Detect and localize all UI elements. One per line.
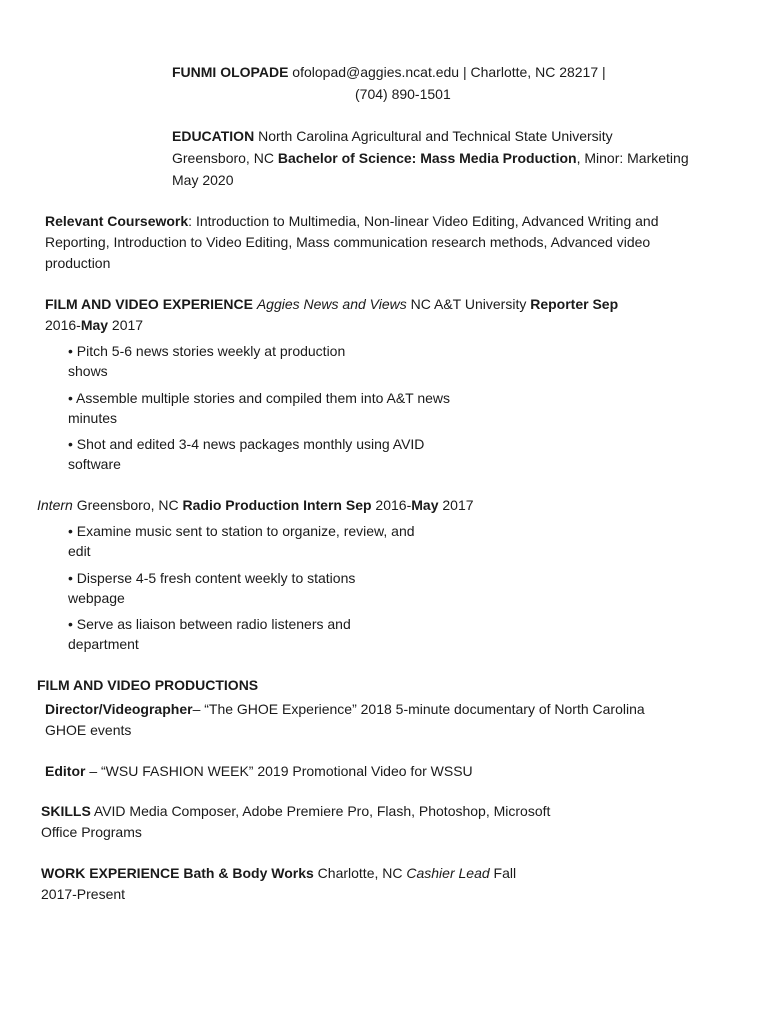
work-heading: WORK EXPERIENCE <box>41 865 180 881</box>
date-year: 2017 <box>108 317 144 333</box>
work-role: Cashier Lead <box>406 865 490 881</box>
work-date-range: 2017-Present <box>41 886 126 902</box>
intern-line <box>37 495 474 515</box>
experience-bullet-2: • Assemble multiple stories and compiled them into A&T news <box>68 390 451 406</box>
experience-bullet-3-cont: software <box>68 456 121 472</box>
education-line <box>172 126 613 146</box>
intern-title: Intern <box>37 497 73 513</box>
date-start: 2016- <box>45 317 81 333</box>
intern-bullet-3-cont: department <box>68 636 139 652</box>
degree: Bachelor of Science: Mass Media Production <box>277 150 577 166</box>
coursework-text-1: : Introduction to Multimedia, Non-linear Video Editing, Advanced Writing and <box>188 213 659 229</box>
graduation-date: May 2020 <box>172 172 234 188</box>
skills-line <box>41 801 550 821</box>
production-2-role: Editor <box>45 763 86 779</box>
intern-bullet-3: • Serve as liaison between radio listeners and <box>68 616 351 632</box>
production-1-cont: GHOE events <box>45 722 132 738</box>
intern-date-month: May <box>411 497 439 513</box>
experience-role: Reporter Sep <box>530 296 619 312</box>
experience-bullet-1: • Pitch 5-6 news stories weekly at production <box>68 343 346 359</box>
production-2-text: – “WSU FASHION WEEK” 2019 Promotional Video for WSSU <box>85 763 473 779</box>
work-employer: Bath & Body Works <box>179 865 314 881</box>
work-line <box>41 863 516 883</box>
coursework-line-2: Reporting, Introduction to Video Editing, Mass communication research methods, Advanced video <box>45 234 651 250</box>
work-date: Fall <box>489 865 517 881</box>
contact-line <box>172 62 606 82</box>
production-2 <box>45 761 473 781</box>
intern-bullet-2: • Disperse 4-5 fresh content weekly to stations <box>68 570 356 586</box>
intern-location: Greensboro, NC <box>72 497 183 513</box>
experience-bullet-2-cont: minutes <box>68 410 118 426</box>
intern-bullet-1-cont: edit <box>68 543 91 559</box>
intern-bullet-1: • Examine music sent to station to organize, review, and <box>68 523 415 539</box>
intern-bullet-2-cont: webpage <box>68 590 125 606</box>
date-month: May <box>80 317 109 333</box>
education-heading: EDUCATION <box>172 128 255 144</box>
production-1-text: – “The GHOE Experience” 2018 5-minute documentary of North Carolina <box>192 701 645 717</box>
skills-text: AVID Media Composer, Adobe Premiere Pro, Flash, Photoshop, Microsoft <box>90 803 551 819</box>
production-1-role: Director/Videographer <box>45 701 193 717</box>
intern-date-start: 2016- <box>371 497 412 513</box>
contact-info: ofolopad@aggies.ncat.edu | Charlotte, NC 28217 | <box>292 64 606 80</box>
productions-heading <box>37 675 258 695</box>
phone-number: (704) 890-1501 <box>355 86 451 102</box>
skills-line-2: Office Programs <box>41 824 142 840</box>
intern-date-year: 2017 <box>438 497 474 513</box>
experience-date <box>45 315 143 335</box>
work-location: Charlotte, NC <box>313 865 407 881</box>
school-location: Greensboro, NC <box>172 150 274 166</box>
coursework-line-3: production <box>45 255 111 271</box>
degree-line <box>172 148 689 168</box>
school-name: North Carolina Agricultural and Technical State University <box>258 128 613 144</box>
minor: , Minor: Marketing <box>576 150 689 166</box>
coursework-line-1 <box>45 211 658 231</box>
applicant-name: FUNMI OLOPADE <box>172 64 289 80</box>
experience-heading: FILM AND VIDEO EXPERIENCE <box>45 296 253 312</box>
intern-role: Radio Production Intern Sep <box>182 497 372 513</box>
productions-heading-text: FILM AND VIDEO PRODUCTIONS <box>37 677 259 693</box>
experience-bullet-3: • Shot and edited 3-4 news packages monthly using AVID <box>68 436 425 452</box>
production-1 <box>45 699 645 719</box>
experience-org: Aggies News and Views <box>256 296 407 312</box>
skills-heading: SKILLS <box>41 803 91 819</box>
experience-line <box>45 294 618 314</box>
coursework-label: Relevant Coursework <box>45 213 189 229</box>
experience-university: NC A&T University <box>406 296 531 312</box>
experience-bullet-1-cont: shows <box>68 363 108 379</box>
